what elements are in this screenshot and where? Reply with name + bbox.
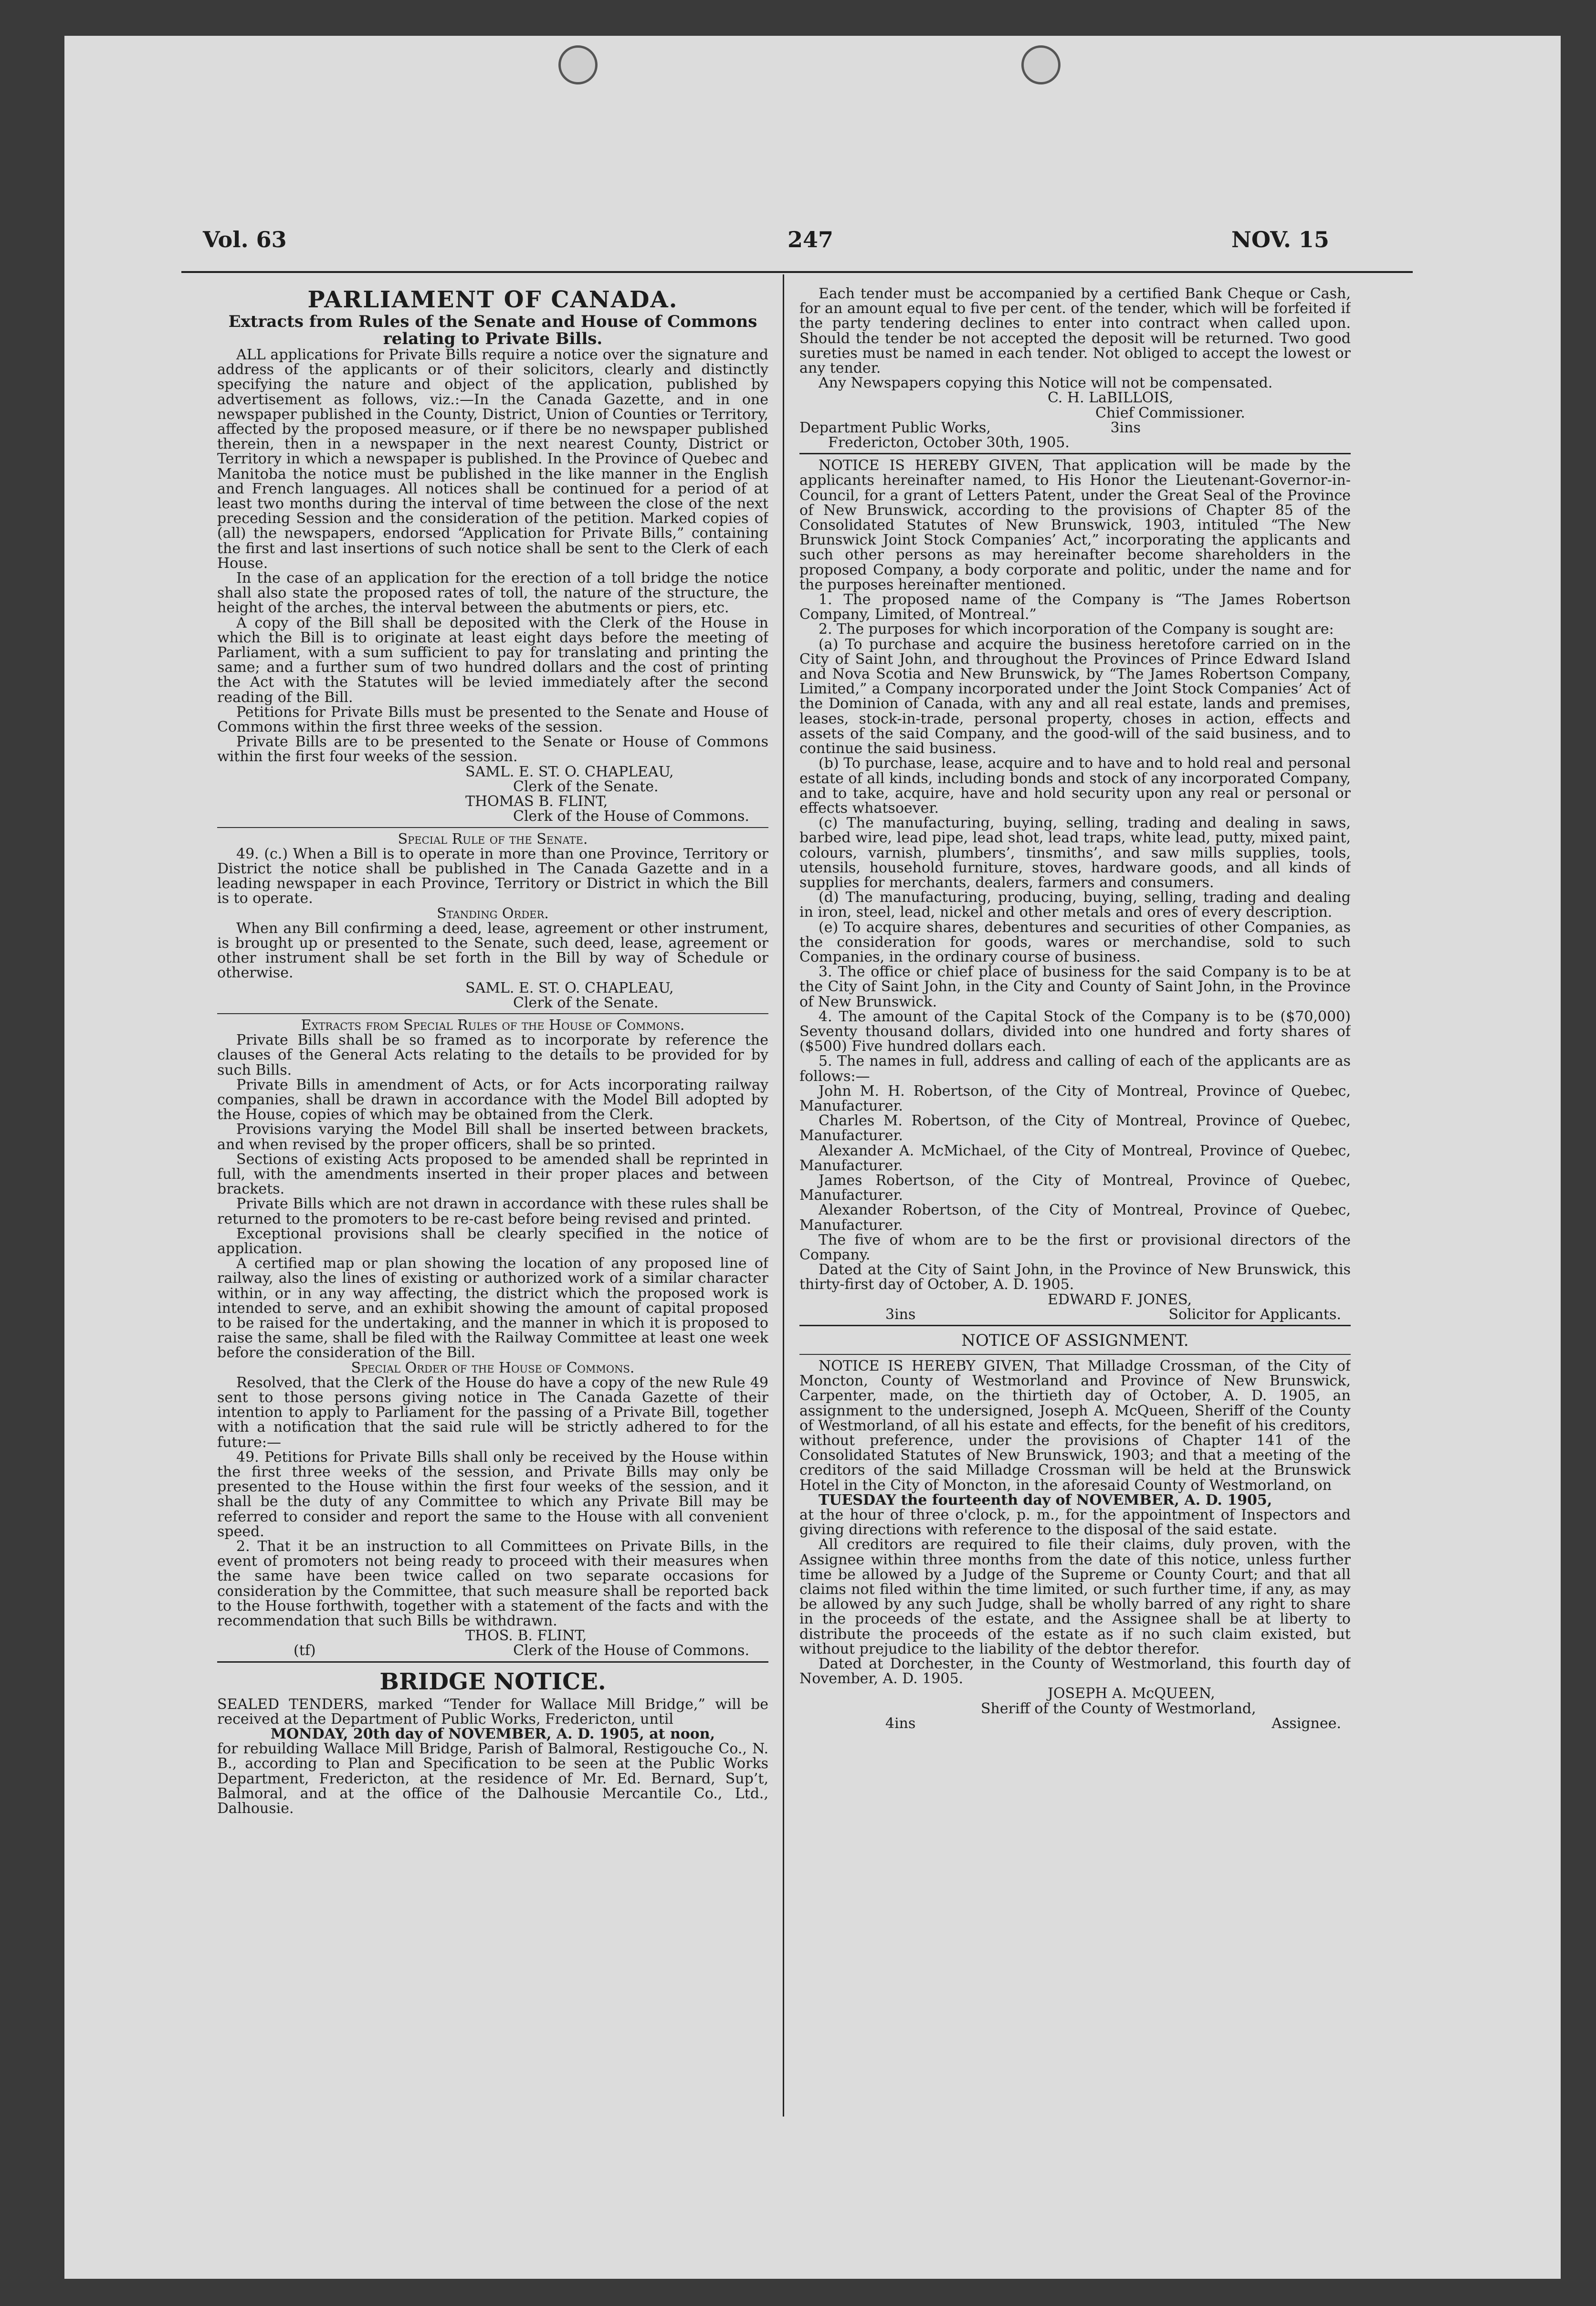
- paragraph: Private Bills in amendment of Acts, or for Acts incorporating railway companies, shall be drawn in accordance with the Model Bill adopted by the House, copies of which may be obtained from the Clerk.: [217, 1076, 768, 1123]
- insertion-code: (tf): [294, 1642, 316, 1659]
- applicant: James Robertson, of the City of Montreal, Province of Quebec, Manufacturer.: [799, 1172, 1351, 1204]
- applicant: Alexander Robertson, of the City of Montreal, Province of Quebec, Manufacturer.: [799, 1202, 1351, 1234]
- right-column: [799, 286, 1351, 2105]
- signature-name: THOMAS B. FLINT,: [465, 793, 608, 810]
- signature-name: JOSEPH A. McQUEEN,: [1048, 1685, 1215, 1702]
- signature-title: Clerk of the House of Commons.: [513, 1642, 749, 1659]
- bridge-notice-continued: [799, 286, 1351, 450]
- paragraph: Private Bills shall be so framed as to incorporate by reference the clauses of the General Acts relating to the details to be provided for by such Bills.: [217, 1032, 768, 1079]
- binding-hole: [1021, 45, 1060, 84]
- paragraph: Resolved, that the Clerk of the House do have a copy of the new Rule 49 sent to those persons giving notice in The Canada Gazette of their intention to apply to Parliament for the passing of a Private Bill, together with a notification that the said rule will be strictly adhered to for the future:—: [217, 1374, 768, 1451]
- purpose-item: (e) To acquire shares, debentures and securities of other Companies, as the consideration for goods, wares or merchandise, sold to such Companies, in the ordinary course of business.: [799, 919, 1351, 965]
- purpose-item: (d) The manufacturing, producing, buying, selling, trading and dealing in iron, steel, lead, nickel and other metals and ores of every description.: [799, 889, 1351, 921]
- signature-name: C. H. LaBILLOIS,: [1048, 389, 1174, 407]
- applicant: John M. H. Robertson, of the City of Montreal, Province of Quebec, Manufacturer.: [799, 1082, 1351, 1114]
- paragraph: at the hour of three o'clock, p. m., for the appointment of Inspectors and giving directions with reference to the disposal of the said estate.: [799, 1507, 1351, 1539]
- paragraph: 49. (c.) When a Bill is to operate in more than one Province, Territory or District the notice shall be published in The Canada Gazette and in a leading newspaper in each Province, Territory or District in which the Bill is to operate.: [217, 845, 768, 907]
- signature-name: SAML. E. ST. O. CHAPLEAU,: [465, 763, 674, 780]
- numbered-item: 5. The names in full, address and calling of each of the applicants are as follows:—: [799, 1053, 1351, 1085]
- purpose-item: (c) The manufacturing, buying, selling, trading and dealing in saws, barbed wire, lead pipe, lead shot, lead traps, white lead, putty, mixed paint, colours, varnish, plumbers’, tinsmiths’, and saw mills supplies, tools, utensils, household furniture, stoves, hardware goods, and all kinds of supplies for merchants, dealers, farmers and consumers.: [799, 815, 1351, 891]
- purpose-item: (b) To purchase, lease, acquire and to have and to hold real and personal estate of all kinds, including bonds and stock of any incorporated Company, and to take, acquire, have and hold security upon any real or personal or effects whatsoever.: [799, 755, 1351, 817]
- signature-row: [799, 1716, 1351, 1731]
- signature-name: THOS. B. FLINT,: [465, 1627, 587, 1645]
- paragraph: 2. That it be an instruction to all Committees on Private Bills, in the event of promoters not being ready to proceed with their measures when the same have been twice called on two separate occasions for consideration by the Committee, that such measure shall be reported back to the House forthwith, together with a statement of the facts and with the recommendation that such Bills be withdrawn.: [217, 1538, 768, 1630]
- signature-title: Solicitor for Applicants.: [1168, 1306, 1341, 1323]
- divider: [217, 1013, 768, 1014]
- paragraph: NOTICE IS HEREBY GIVEN, That application will be made by the applicants hereinafter named, to His Honor the Lieutenant-Governor-in-Council, for a grant of Letters Patent, under the Great Seal of the Province of New Brunswick, according to the provisions of Chapter 85 of the Consolidated Statutes of New Brunswick, 1903, intituled “The New Brunswick Joint Stock Companies’ Act,” incorporating the applicants and such other persons as may hereinafter become shareholders in the proposed Company, a body corporate and politic, under the name and for the purposes hereinafter mentioned.: [799, 457, 1351, 593]
- paragraph: Any Newspapers copying this Notice will not be compensated.: [819, 375, 1273, 392]
- numbered-item: 1. The proposed name of the Company is “The James Robertson Company, Limited, of Montreal.”: [799, 591, 1351, 623]
- bridge-title: BRIDGE NOTICE.: [379, 1668, 606, 1695]
- left-column: [217, 286, 768, 2105]
- applicant: Charles M. Robertson, of the City of Montreal, Province of Quebec, Manufacturer.: [799, 1112, 1351, 1144]
- insertion-code: 3ins: [1110, 419, 1141, 436]
- paragraph: Sections of existing Acts proposed to be amended shall be reprinted in full, with the amendments inserted in their proper places and between brackets.: [217, 1151, 768, 1198]
- signature-role: Assignee.: [1271, 1715, 1341, 1732]
- bridge-notice: [217, 1667, 768, 1816]
- signature-name: EDWARD F. JONES,: [1048, 1291, 1192, 1308]
- robertson-company-notice: [799, 458, 1351, 1322]
- issue-date: NOV. 15: [1231, 227, 1330, 252]
- paragraph: Private Bills are to be presented to the Senate or House of Commons within the first four weeks of the session.: [217, 734, 768, 765]
- column-rule: [783, 274, 784, 2117]
- signature-title: Clerk of the Senate.: [513, 994, 659, 1011]
- dept-row: [799, 420, 1351, 435]
- section-heading: Standing Order.: [437, 905, 549, 922]
- paragraph: A copy of the Bill shall be deposited with the Clerk of the House in which the Bill is to originate at least eight days before the meeting of Parliament, with a sum sufficient to pay for translating and printing the same; and a further sum of two hundred dollars and the cost of printing the Act with the Statutes will be levied immediately after the second reading of the Bill.: [217, 614, 768, 706]
- insertion-code: 3ins: [885, 1306, 916, 1323]
- paragraph: NOTICE IS HEREBY GIVEN, That Milladge Crossman, of the City of Moncton, County of Westmorland and Province of New Brunswick, Carpenter, made, on the thirtieth day of October, A. D. 1905, an assignment to the undersigned, Joseph A. McQueen, Sheriff of the County of Westmorland, of all his estate and effects, for the benefit of his creditors, without preference, under the provisions of Chapter 141 of the Consolidated Statutes of New Brunswick, 1903; and that a meeting of the creditors of the said Milladge Crossman will be held at the Brunswick Hotel in the City of Moncton, in the aforesaid County of Westmorland, on: [799, 1358, 1351, 1494]
- divider: [799, 1354, 1351, 1355]
- signature-title: Chief Commissioner.: [1095, 404, 1245, 421]
- paragraph: All creditors are required to file their claims, duly proven, with the Assignee within three months from the date of this notice, unless further time be allowed by a Judge of the Supreme or County Court; and that all claims not filed within the time limited, or such further time, if any, as may be allowed by any such Judge, shall be wholly barred of any right to share in the proceeds of the estate, and the Assignee shall be at liberty to distribute the proceeds of the estate as if no such claim existed, but without prejudice to the liability of the debtor therefor.: [799, 1536, 1351, 1657]
- paragraph: A certified map or plan showing the location of any proposed line of railway, also the lines of existing or authorized work of a similar character within, or in any way affecting, the district which the proposed work is intended to serve, and an exhibit showing the amount of capital proposed to be raised for the undertaking, and the manner in which it is proposed to raise the same, shall be filed with the Railway Committee at least one week before the consideration of the Bill.: [217, 1255, 768, 1362]
- signature-title: Sheriff of the County of Westmorland,: [981, 1700, 1256, 1717]
- applicant: Alexander A. McMichael, of the City of Montreal, Province of Quebec, Manufacturer.: [799, 1142, 1351, 1174]
- page-number: 247: [788, 227, 834, 252]
- section-heading: Special Order of the House of Commons.: [351, 1359, 635, 1376]
- divider: [217, 827, 768, 828]
- dateline: Fredericton, October 30th, 1905.: [828, 434, 1070, 451]
- paragraph: for rebuilding Wallace Mill Bridge, Parish of Balmoral, Restigouche Co., N. B., according to Plan and Specification to be seen at the Public Works Department, Fredericton, at the residence of Mr. Ed. Bernard, Sup’t, Balmoral, and at the office of the Dalhousie Mercantile Co., Ltd., Dalhousie.: [217, 1740, 768, 1817]
- numbered-item: 4. The amount of the Capital Stock of the Company is to be ($70,000) Seventy thousand dollars, divided into one hundred and forty shares of ($500) Five hundred dollars each.: [799, 1008, 1351, 1055]
- paragraph: When any Bill confirming a deed, lease, agreement or other instrument, is brought up or presented to the Senate, such deed, lease, agreement or other instrument shall be set forth in the Bill by way of Schedule or otherwise.: [217, 920, 768, 982]
- tender-deadline: MONDAY, 20th day of NOVEMBER, A. D. 1905, at noon,: [270, 1726, 715, 1743]
- signature-title: Clerk of the Senate.: [513, 778, 659, 795]
- signature-row: [799, 1307, 1351, 1322]
- parliament-title: PARLIAMENT OF CANADA.: [307, 286, 678, 313]
- signature-title: Clerk of the House of Commons.: [513, 808, 749, 825]
- parliament-notice: [217, 286, 768, 1658]
- department-name: Department Public Works,: [799, 419, 991, 436]
- parliament-subtitle: Extracts from Rules of the Senate and House of Commons relating to Private Bills.: [228, 312, 757, 348]
- purpose-item: (a) To purchase and acquire the business heretofore carried on in the City of Saint John, and throughout the Provinces of Prince Edward Island and Nova Scotia and New Brunswick, by “The James Robertson Company, Limited,” a Company incorporated under the Joint Stock Companies’ Act of the Dominion of Canada, with any and all real estate, lands and premises, leases, stock-in-trade, personal property, choses in action, effects and assets of the said Company, and the good-will of the said business, and to continue the said business.: [799, 636, 1351, 757]
- volume-number: Vol. 63: [203, 227, 287, 252]
- paragraph: 49. Petitions for Private Bills shall only be received by the House within the first three weeks of the session, and Private Bills may only be presented to the House within the first four weeks of the session, and it shall be the duty of any Committee to which any Private Bill may be referred to consider and report the same to the House with all convenient speed.: [217, 1448, 768, 1540]
- paragraph: Petitions for Private Bills must be presented to the Senate and House of Commons within the first three weeks of the session.: [217, 703, 768, 736]
- header-rule: [181, 271, 1413, 273]
- divider: [799, 1325, 1351, 1326]
- numbered-item: 3. The office or chief place of business for the said Company is to be at the City of Saint John, in the City and County of Saint John, in the Province of New Brunswick.: [799, 964, 1351, 1010]
- section-heading: Special Rule of the Senate.: [398, 830, 588, 848]
- paragraph: Each tender must be accompanied by a certified Bank Cheque or Cash, for an amount equal to five per cent. of the tender, which will be forfeited if the party tendering declines to enter into contract when called upon. Should the tender be not accepted the deposit will be returned. Two good sureties must be named in each tender. Not obliged to accept the lowest or any tender.: [799, 286, 1351, 377]
- signature-row: [217, 1643, 768, 1658]
- paragraph: The five of whom are to be the first or provisional directors of the Company.: [799, 1231, 1351, 1263]
- meeting-date: TUESDAY the fourteenth day of NOVEMBER, A. D. 1905,: [819, 1491, 1272, 1509]
- paragraph: Dated at the City of Saint John, in the Province of New Brunswick, this thirty-first day of October, A. D. 1905.: [799, 1261, 1351, 1293]
- signature-name: SAML. E. ST. O. CHAPLEAU,: [465, 979, 674, 996]
- paragraph: SEALED TENDERS, marked “Tender for Wallace Mill Bridge,” will be received at the Department of Public Works, Fredericton, until: [217, 1696, 768, 1728]
- section-heading: Extracts from Special Rules of the House of Commons.: [301, 1017, 685, 1034]
- assignment-notice: [799, 1330, 1351, 1731]
- paragraph: Exceptional provisions shall be clearly specified in the notice of application.: [217, 1225, 768, 1257]
- divider: [799, 453, 1351, 454]
- paragraph: ALL applications for Private Bills require a notice over the signature and address of the applicants or of their solicitors, clearly and distinctly specifying the nature and object of the application, published by advertisement as follows, viz.:—In the Canada Gazette, and in one newspaper published in the County, District, Union of Counties or Territory, affected by the proposed measure, or if there be no newspaper published therein, then in a newspaper in the next nearest County, District or Territory in which a newspaper is published. In the Province of Quebec and Manitoba the notice must be published in the like manner in the English and French languages. All notices shall be continued for a period of at least two months during the interval of time between the close of the next preceding Session and the consideration of the petition. Marked copies of (all) the newspapers, endorsed “Application for Private Bills,” containing the first and last insertions of such notice shall be sent to the Clerk of each House.: [217, 346, 768, 572]
- assignment-title: NOTICE OF ASSIGNMENT.: [961, 1331, 1189, 1351]
- paragraph: Provisions varying the Model Bill shall be inserted between brackets, and when revised by the proper officers, shall be so printed.: [217, 1121, 768, 1153]
- paragraph: Dated at Dorchester, in the County of Westmorland, this fourth day of November, A. D. 1905.: [799, 1656, 1351, 1688]
- divider: [217, 1661, 768, 1663]
- paragraph: Private Bills which are not drawn in accordance with these rules shall be returned to the promoters to be re-cast before being revised and printed.: [217, 1195, 768, 1227]
- numbered-item: 2. The purposes for which incorporation of the Company is sought are:: [819, 621, 1334, 638]
- paragraph: In the case of an application for the erection of a toll bridge the notice shall also state the proposed rates of toll, the nature of the structure, the height of the arches, the interval between the abutments or piers, etc.: [217, 570, 768, 617]
- insertion-code: 4ins: [885, 1715, 916, 1732]
- binding-hole: [558, 45, 598, 84]
